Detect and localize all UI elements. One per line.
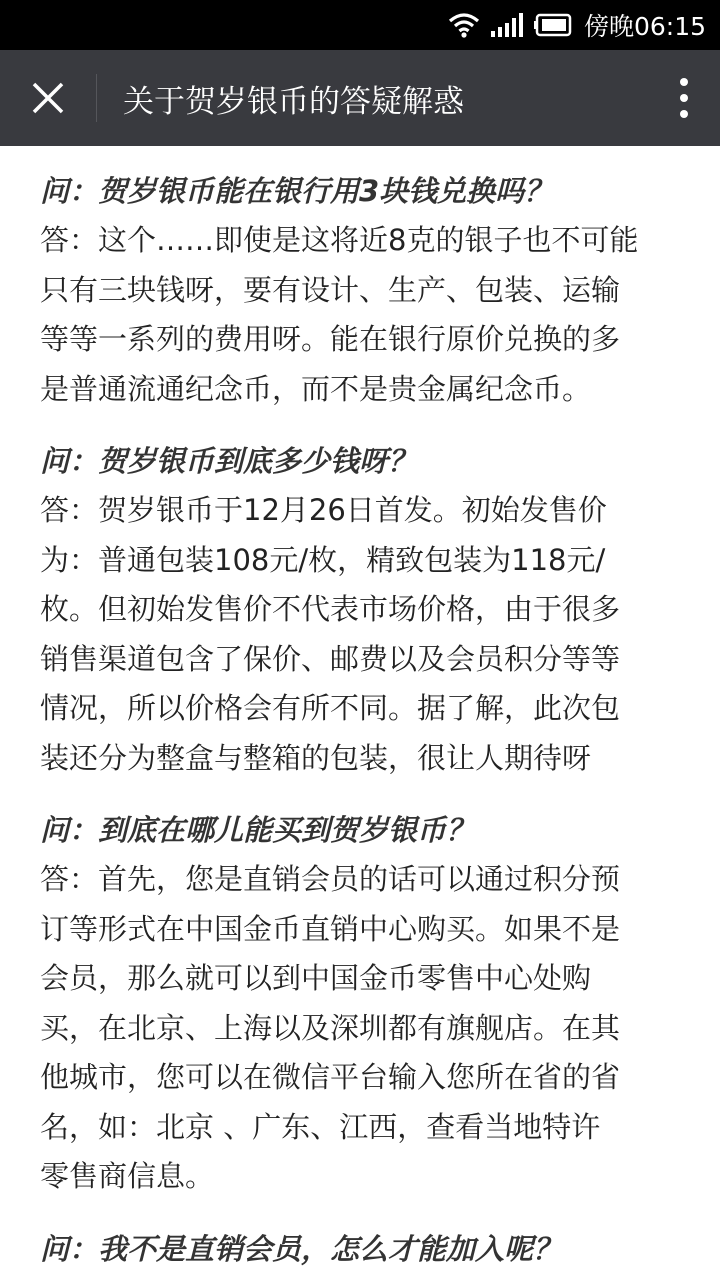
- question: 问：我不是直销会员，怎么才能加入呢？: [40, 1231, 563, 1266]
- qa-item: [40, 166, 690, 414]
- answer-line: 等等一系列的费用呀。能在银行原价兑换的多: [40, 322, 621, 356]
- status-bar: [0, 0, 720, 50]
- title-divider: [96, 74, 97, 122]
- answer: [40, 216, 690, 414]
- qa-item: [40, 1224, 690, 1274]
- qa-item: [40, 805, 690, 1202]
- battery-icon: [534, 13, 574, 37]
- answer-line: 销售渠道包含了保价、邮费以及会员积分等等: [40, 641, 621, 676]
- question: 问：到底在哪儿能买到贺岁银币？: [40, 813, 476, 847]
- answer: [40, 855, 690, 1202]
- signal-icon: [490, 12, 524, 38]
- close-button[interactable]: [0, 50, 96, 146]
- status-time: 傍晚06:15: [583, 12, 706, 41]
- close-icon: [31, 81, 65, 115]
- wifi-icon: [448, 12, 480, 38]
- answer-line: 只有三块钱呀，要有设计、生产、包装、运输: [40, 272, 621, 307]
- answer-line: 为：普通包装108元/枚，精致包装为118元/: [40, 542, 606, 577]
- answer: [40, 486, 690, 783]
- question: 问：贺岁银币能在银行用3块钱兑换吗？: [40, 174, 554, 208]
- more-vertical-icon: [678, 77, 690, 119]
- answer-line: 答：这个……即使是这将近8克的银子也不可能: [40, 223, 639, 257]
- answer-line: 名，如：北京 、广东、江西，查看当地特许: [40, 1109, 601, 1144]
- answer-line: 是普通流通纪念币，而不是贵金属纪念币。: [40, 371, 592, 406]
- answer-line: 答：首先，您是直销会员的话可以通过积分预: [40, 862, 621, 896]
- answer-line: 答：贺岁银币于12月26日首发。初始发售价: [40, 493, 607, 527]
- more-button[interactable]: [648, 50, 720, 146]
- answer-line: 枚。但初始发售价不代表市场价格，由于很多: [40, 592, 621, 626]
- answer-line: 情况，所以价格会有所不同。据了解，此次包: [40, 691, 621, 725]
- page-title: 关于贺岁银币的答疑解惑: [123, 83, 464, 120]
- answer-line: 订等形式在中国金币直销中心购买。如果不是: [40, 911, 621, 946]
- answer-line: 零售商信息。: [40, 1159, 215, 1193]
- title-bar: [0, 50, 720, 146]
- answer-line: 会员，那么就可以到中国金币零售中心处购: [40, 961, 592, 995]
- question: 问：贺岁银币到底多少钱呀？: [40, 444, 418, 478]
- qa-item: [40, 436, 690, 783]
- answer-line: 买，在北京、上海以及深圳都有旗舰店。在其: [40, 1010, 621, 1045]
- answer-line: 装还分为整盒与整箱的包装，很让人期待呀: [40, 740, 592, 775]
- answer-line: 他城市，您可以在微信平台输入您所在省的省: [40, 1060, 621, 1094]
- article-content: [40, 146, 690, 1274]
